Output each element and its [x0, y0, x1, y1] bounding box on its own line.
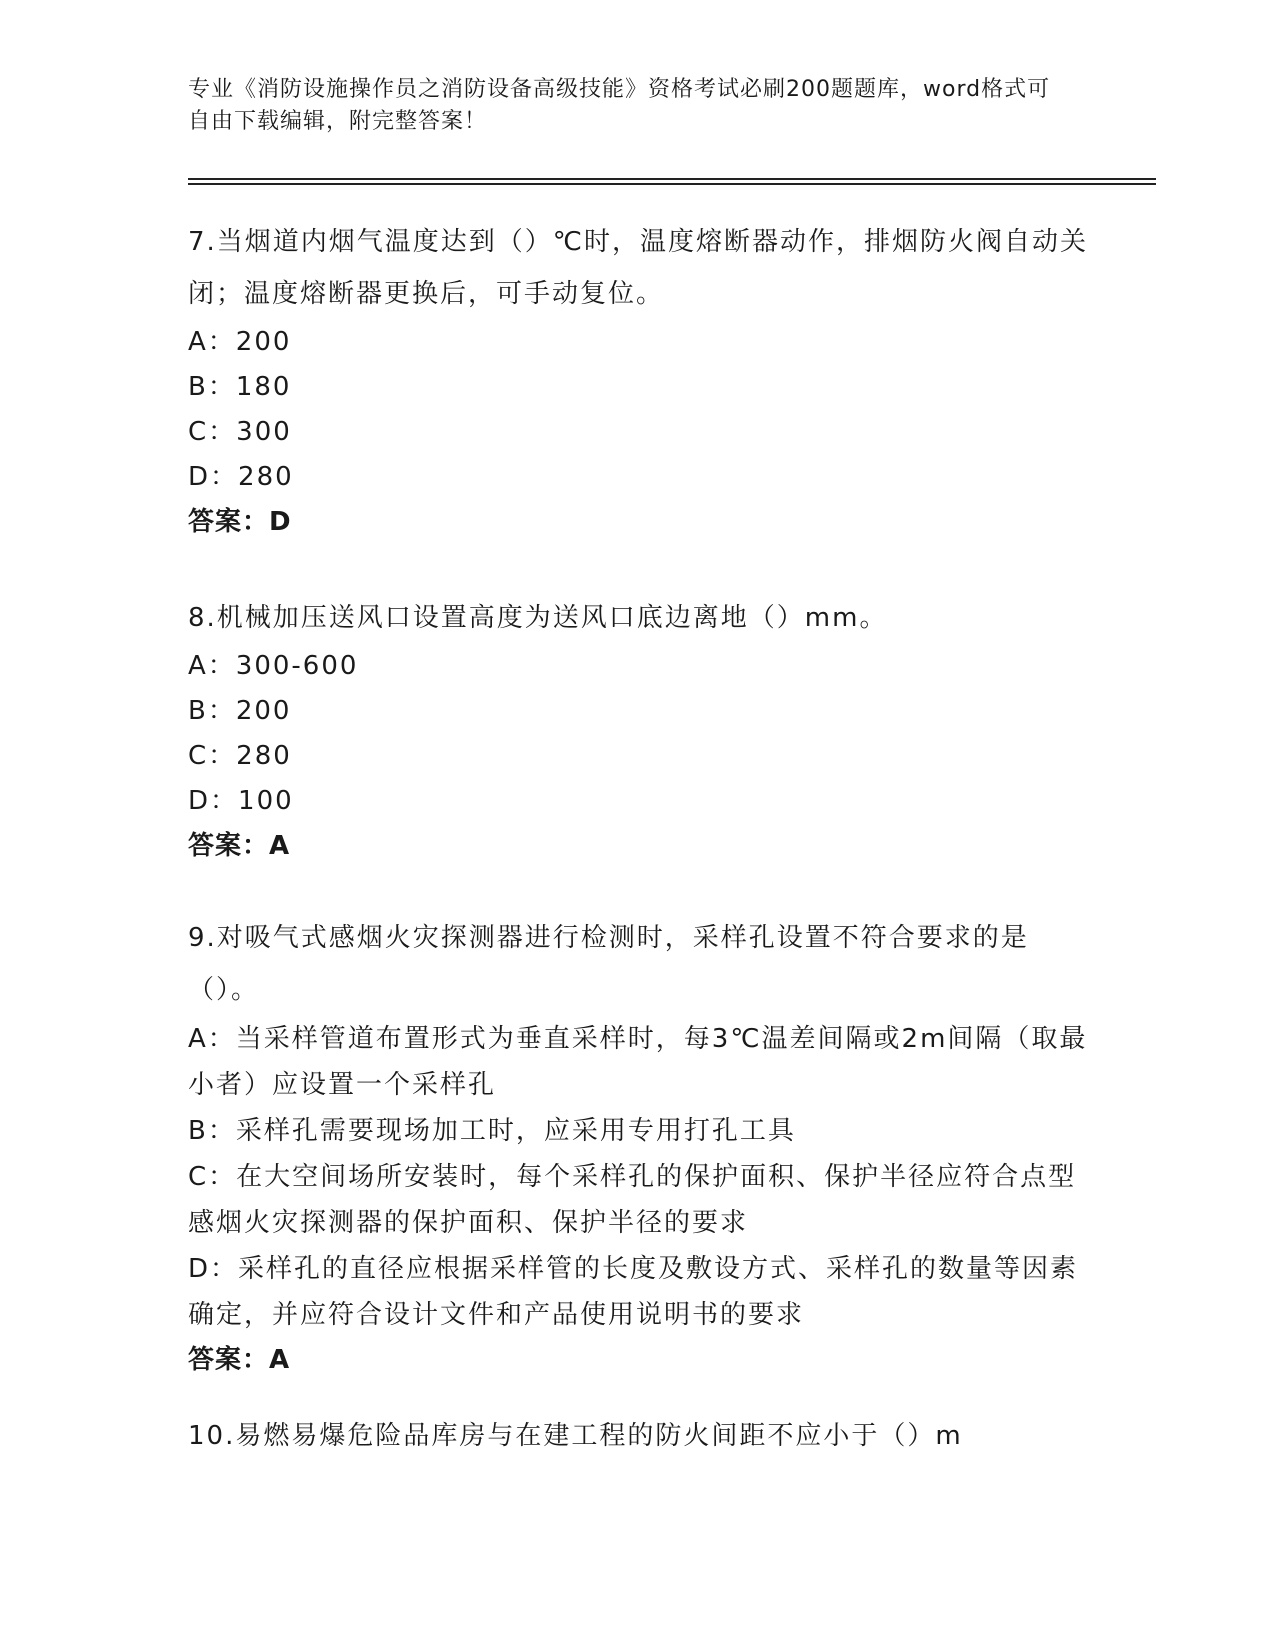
- option-a: A：200: [188, 327, 292, 357]
- option-c: C：300: [188, 417, 292, 447]
- option-d: D：100: [188, 786, 294, 816]
- question-9: [188, 912, 1088, 1383]
- header-divider-top: [188, 178, 1156, 180]
- answer: 答案：A: [188, 1345, 291, 1375]
- question-stem: 10.易燃易爆危险品库房与在建工程的防火间距不应小于（）m: [188, 1421, 963, 1451]
- option-b: B：200: [188, 696, 292, 726]
- document-header: [188, 74, 1068, 138]
- question-10: [188, 1410, 1088, 1462]
- answer: 答案：A: [188, 831, 291, 861]
- option-d: D：采样孔的直径应根据采样管的长度及敷设方式、采样孔的数量等因素确定，并应符合设计文件和产品使用说明书的要求: [188, 1254, 1079, 1330]
- option-a: A：当采样管道布置形式为垂直采样时，每3℃温差间隔或2m间隔（取最小者）应设置一个采样孔: [188, 1024, 1088, 1100]
- answer: 答案：D: [188, 507, 292, 537]
- option-c: C：280: [188, 741, 292, 771]
- option-d: D：280: [188, 462, 294, 492]
- header-text: 专业《消防设施操作员之消防设备高级技能》资格考试必刷200题题库，word格式可自由下载编辑，附完整答案！: [188, 77, 1051, 134]
- question-stem: 7.当烟道内烟气温度达到（）℃时，温度熔断器动作，排烟防火阀自动关闭；温度熔断器更换后，可手动复位。: [188, 227, 1089, 309]
- question-stem: 9.对吸气式感烟火灾探测器进行检测时，采样孔设置不符合要求的是（）。: [188, 923, 1029, 1005]
- header-divider-bottom: [188, 183, 1156, 185]
- option-c: C：在大空间场所安装时，每个采样孔的保护面积、保护半径应符合点型感烟火灾探测器的保护面积、保护半径的要求: [188, 1162, 1077, 1238]
- question-7: [188, 216, 1088, 545]
- option-a: A：300-600: [188, 651, 359, 681]
- option-b: B：采样孔需要现场加工时，应采用专用打孔工具: [188, 1116, 796, 1146]
- option-b: B：180: [188, 372, 292, 402]
- question-8: [188, 592, 1088, 869]
- question-stem: 8.机械加压送风口设置高度为送风口底边离地（）mm。: [188, 603, 888, 633]
